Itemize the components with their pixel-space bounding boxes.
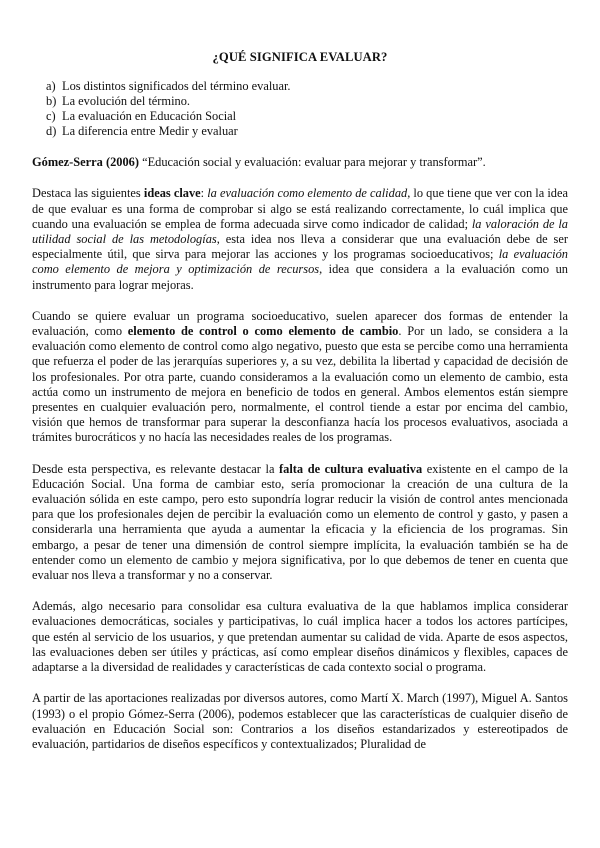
source-reference xyxy=(32,155,568,170)
paragraph-evaluative-culture xyxy=(32,462,568,584)
reference-author: Gómez-Serra (2006) xyxy=(32,155,139,170)
text-run: , idea que considera a la evaluación como un instrumento para lograr mejoras. xyxy=(32,262,568,292)
bold-term: elemento de control o como elemento de cambio xyxy=(127,324,399,339)
list-item-text: La diferencia entre Medir y evaluar xyxy=(62,124,238,139)
reference-work: “Educación social y evaluación: evaluar para mejorar y transformar”. xyxy=(139,155,486,170)
text-run: A partir de las aportaciones realizadas por diversos autores, como Martí X. March (1997), Miguel A. Santos (1993) o el propio Gómez-Serra (2006), podemos establecer que las características de cualquier diseño de evaluación en Educación Social son: Contrarios a los diseños estandarizados y estereotipados de evaluación, partidarios de diseños específicos y contextualizados; Pluralidad de xyxy=(32,691,568,751)
paragraph-participative xyxy=(32,599,568,675)
list-marker: b) xyxy=(46,94,57,109)
text-run: Además, algo necesario para consolidar esa cultura evaluativa de la que hablamos implica considerar evaluaciones democráticas, sociales y participativas, lo cuál implica hacer a todos los actores partícipes, que estén al servicio de los usuarios, y que pretendan aumentar su calidad de vida. Aparte de esos aspectos, las evaluaciones deben ser útiles y prácticas, así como emplear diseños dinámicos y flexibles, capaces de adaptarse a la diversidad de realidades y características de cada contexto social o programa. xyxy=(32,599,568,675)
list-marker: a) xyxy=(46,79,56,94)
italic-term: la valoración de la utilidad social de las metodologías xyxy=(32,216,568,247)
list-item-text: La evaluación en Educación Social xyxy=(62,109,237,124)
italic-term: la evaluación como elemento de mejora y optimización de recursos xyxy=(32,247,568,277)
text-run: Cuando se quiere evaluar un programa socioeducativo, suelen aparecer dos formas de entender la evaluación, como xyxy=(32,308,568,339)
paragraph-key-ideas xyxy=(32,186,568,292)
list-item-text: Los distintos significados del término evaluar. xyxy=(62,79,291,94)
text-run: existente en el campo de la Educación Social. Una forma de cambiar esto, sería promocionar la creación de una cultura de la evaluación sólida en este campo, pero esto supondría lograr reducir la visión de control antes mencionada para que los profesionales dejen de percibir la evaluación como un elemento de control y gasto, y pasen a considerarla una herramienta que ayuda a aumentar la eficacia y la eficiencia de los programas. Sin embargo, a pesar de tener una dimensión de control siempre implícita, la evaluación también se ha de entender como un elemento de cambio y mejora significativa, por lo que debemos de tener en cuenta que evaluar nos lleva a transformar y no a conservar. xyxy=(32,461,568,583)
list-item xyxy=(32,109,568,124)
text-run: . Por un lado, se considera a la evaluación como elemento de control como algo negativo, puesto que esta se percibe como una herramienta que refuerza el poder de las jerarquías superiores y, a su vez, debilita la libertad y capacidad de decisión de los profesionales. Por otra parte, cuando consideramos a la evaluación como un elemento de cambio, esta actúa como un instrumento de mejora en beneficio de todos en general. Ambos elementos están siempre presentes en cualquier evaluación pero, normalmente, el control tiende a estar por encima del cambio, visión que hemos de transformar para superar la desconfianza hacía los procesos evaluativos, asociada a trámites burocráticos y no hacía las necesidades reales de los programas. xyxy=(32,324,568,445)
bold-term: falta de cultura evaluativa xyxy=(279,461,423,476)
paragraph-characteristics xyxy=(32,691,568,752)
list-item-text: La evolución del término. xyxy=(62,94,190,109)
list-marker: c) xyxy=(46,109,56,124)
paragraph-control-change xyxy=(32,309,568,446)
text-run: , esta idea nos lleva a considerar que una evaluación debe de ser especialmente útil, que sirva para mejorar las acciones y los programas socioeducativos; xyxy=(32,232,568,262)
italic-term: la evaluación como elemento de calidad xyxy=(207,186,408,201)
list-item xyxy=(32,94,568,109)
list-item xyxy=(32,124,568,139)
text-run: , lo que tiene que ver con la idea de que evaluar es una forma de comprobar si algo se está realizando correctamente, lo cuál implica que cuando una evaluación se emplea de forma adecuada sirve como indicador de calidad; xyxy=(32,186,568,231)
bold-term: ideas clave xyxy=(143,186,201,201)
page-title: ¿QUÉ SIGNIFICA EVALUAR? xyxy=(212,50,388,64)
text-run: : xyxy=(200,186,208,201)
text-run: Destaca las siguientes xyxy=(32,186,144,201)
topic-list xyxy=(32,79,568,139)
list-marker: d) xyxy=(46,124,57,139)
text-run: Desde esta perspectiva, es relevante destacar la xyxy=(32,461,280,476)
list-item xyxy=(32,79,568,94)
